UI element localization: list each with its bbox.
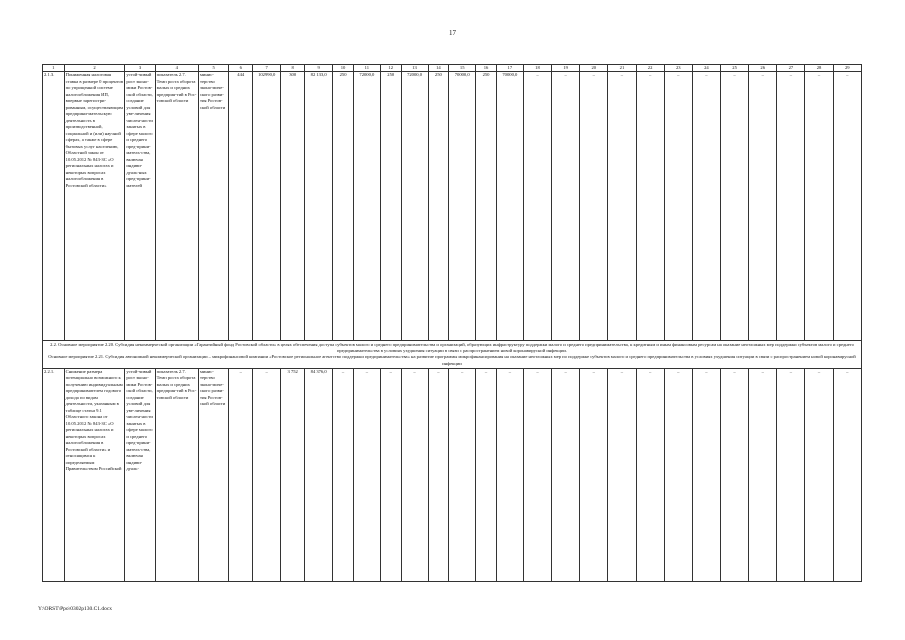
measure-indicator: показатель 2.7. Темп роста оборота малых и средних предприя-тий в Рос-товской области (155, 72, 198, 341)
value-cell: – (428, 368, 449, 581)
value-cell: – (552, 368, 580, 581)
value-cell: – (720, 72, 748, 341)
value-cell: – (580, 368, 608, 581)
value-cell: – (636, 368, 664, 581)
measure-name: Снижение размера потенциально возможного к получению индивидуальным предпринимателем годового дохода по видам деятельности, указанным в таблице статьи 9.1 Областного закона от 10.05.2012 № 843-ЗС «О региональных налогах и некоторых вопросах налогообложения в Ростовской области» и относящимся к определяемым Правительством Российской (64, 368, 125, 581)
value-cell: – (833, 72, 861, 341)
value-cell: – (476, 368, 497, 581)
value-cell: – (333, 368, 354, 581)
column-header: 6 (229, 65, 253, 72)
column-header: 23 (664, 65, 692, 72)
value-cell: – (229, 368, 253, 581)
value-cell: 102990,0 (253, 72, 281, 341)
row-number: 2.2.1. (43, 368, 65, 581)
value-cell: – (449, 368, 476, 581)
section-note-line: 2.2. Основное мероприятие 2.20. Субсидия некоммерческой организации «Гарантийный фонд Ростовской области» в целях обеспечения доступа субъектов малого и среднего предпринимательства и организаций, образующих инфраструктуру поддержки малого и среднего предпринимательства, к кредитным и иным финансовым ресурсам на оказание неотложных мер поддержки субъектов малого и среднего предпринимательства в условиях ухудшения ситуации в связи с распространением новой коронавирусной инфекции. (50, 342, 854, 354)
column-header: 10 (333, 65, 354, 72)
column-header: 15 (449, 65, 476, 72)
column-header: 9 (305, 65, 333, 72)
column-header: 28 (805, 65, 833, 72)
column-header: 11 (353, 65, 380, 72)
value-cell: 250 (380, 72, 401, 341)
value-cell: – (805, 72, 833, 341)
value-cell: – (664, 72, 692, 341)
column-header: 16 (476, 65, 497, 72)
column-header: 22 (636, 65, 664, 72)
section-note-line: Основное мероприятие 2.21. Субсидия автономной некоммерческой организации – микрофинансовой компании «Ростовское региональное агентство поддержки предпринимательства» на развитие программы микрофинансирования на оказание неотложных мер по поддержке субъектов малого и среднего предпринимательства в условиях ухудшения ситуации в связи с распространением новой коронавирусной инфекции (48, 354, 856, 366)
column-header: 2 (64, 65, 125, 72)
value-cell: – (749, 72, 777, 341)
program-table (42, 64, 862, 582)
value-cell: – (380, 368, 401, 581)
column-header: 1 (43, 65, 65, 72)
value-cell: 72000,0 (401, 72, 428, 341)
value-cell: – (580, 72, 608, 341)
value-cell: – (777, 368, 805, 581)
value-cell: 82 133,0 (305, 72, 333, 341)
column-header: 26 (749, 65, 777, 72)
value-cell: – (692, 368, 720, 581)
column-header: 3 (125, 65, 155, 72)
value-cell: 444 (229, 72, 253, 341)
column-header: 7 (253, 65, 281, 72)
measure-goal: устой-чивый рост эконо-мики Ростов-ской области, создание условий для уве-личения числен-ности занятых в сфере малого и среднего пред-прини-матель-ства, включая индиви-дуаль-ных пред-прини-мателей (125, 72, 155, 341)
value-cell: – (608, 368, 636, 581)
value-cell: – (664, 368, 692, 581)
value-cell: 3 752 (281, 368, 305, 581)
value-cell: – (833, 368, 861, 581)
column-header: 12 (380, 65, 401, 72)
section-note-row (43, 341, 862, 369)
column-header: 24 (692, 65, 720, 72)
value-cell: 300 (281, 72, 305, 341)
column-header: 5 (198, 65, 228, 72)
column-header: 17 (496, 65, 523, 72)
value-cell: – (523, 368, 551, 581)
table-row (43, 368, 862, 581)
column-header: 27 (777, 65, 805, 72)
value-cell: – (720, 368, 748, 581)
column-header: 8 (281, 65, 305, 72)
value-cell: – (777, 72, 805, 341)
value-cell: – (523, 72, 551, 341)
column-header: 4 (155, 65, 198, 72)
measure-name: Пониженная налоговая ставка в размере 0 процентов по упрощенной системе налогообложения ИП, впервые зарегистри-рованным, осуществляющим предприни-мательскую деятельность в производственной, социальной и (или) научной сферах, а также в сфере бытовых услуг населению, Областной закон от 10.05.2012 № 843-ЗС «О региональных налогах и некоторых вопросах налогообложения в Ростовской области» (64, 72, 125, 341)
value-cell: – (608, 72, 636, 341)
value-cell: – (253, 368, 281, 581)
column-header: 20 (580, 65, 608, 72)
value-cell: – (692, 72, 720, 341)
column-header: 29 (833, 65, 861, 72)
measure-goal: устой-чивый рост эконо-мики Ростов-ской области, создание условий для уве-личения числен-ности занятых в сфере малого и среднего пред-прини-матель-ства, включая индиви-дуаль- (125, 368, 155, 581)
value-cell: – (749, 368, 777, 581)
value-cell: 70000,0 (449, 72, 476, 341)
column-header: 25 (720, 65, 748, 72)
value-cell: – (805, 368, 833, 581)
column-header: 14 (428, 65, 449, 72)
measure-curator: минис-терство эконо-миче-ского разви-тия Ростов-ской области (198, 368, 228, 581)
value-cell: – (552, 72, 580, 341)
value-cell: – (401, 368, 428, 581)
value-cell: 250 (428, 72, 449, 341)
value-cell: 84 376,0 (305, 368, 333, 581)
row-number: 2.1.3. (43, 72, 65, 341)
column-header: 18 (523, 65, 551, 72)
header-row (43, 65, 862, 72)
value-cell: 250 (333, 72, 354, 341)
value-cell: 72000,0 (353, 72, 380, 341)
measure-curator: минис-терство эконо-миче-ского разви-тия Ростов-ской области (198, 72, 228, 341)
footer-file-path: Y:\ORST\Ppo\0302p130.C1.docx (38, 606, 113, 612)
value-cell: – (636, 72, 664, 341)
page-number: 17 (449, 29, 456, 37)
value-cell: – (496, 368, 523, 581)
value-cell: – (353, 368, 380, 581)
table-row (43, 72, 862, 341)
value-cell: 250 (476, 72, 497, 341)
column-header: 19 (552, 65, 580, 72)
value-cell: 70000,0 (496, 72, 523, 341)
column-header: 21 (608, 65, 636, 72)
column-header: 13 (401, 65, 428, 72)
measure-indicator: показатель 2.7. Темп роста оборота малых и средних предприя-тий в Рос-товской области (155, 368, 198, 581)
